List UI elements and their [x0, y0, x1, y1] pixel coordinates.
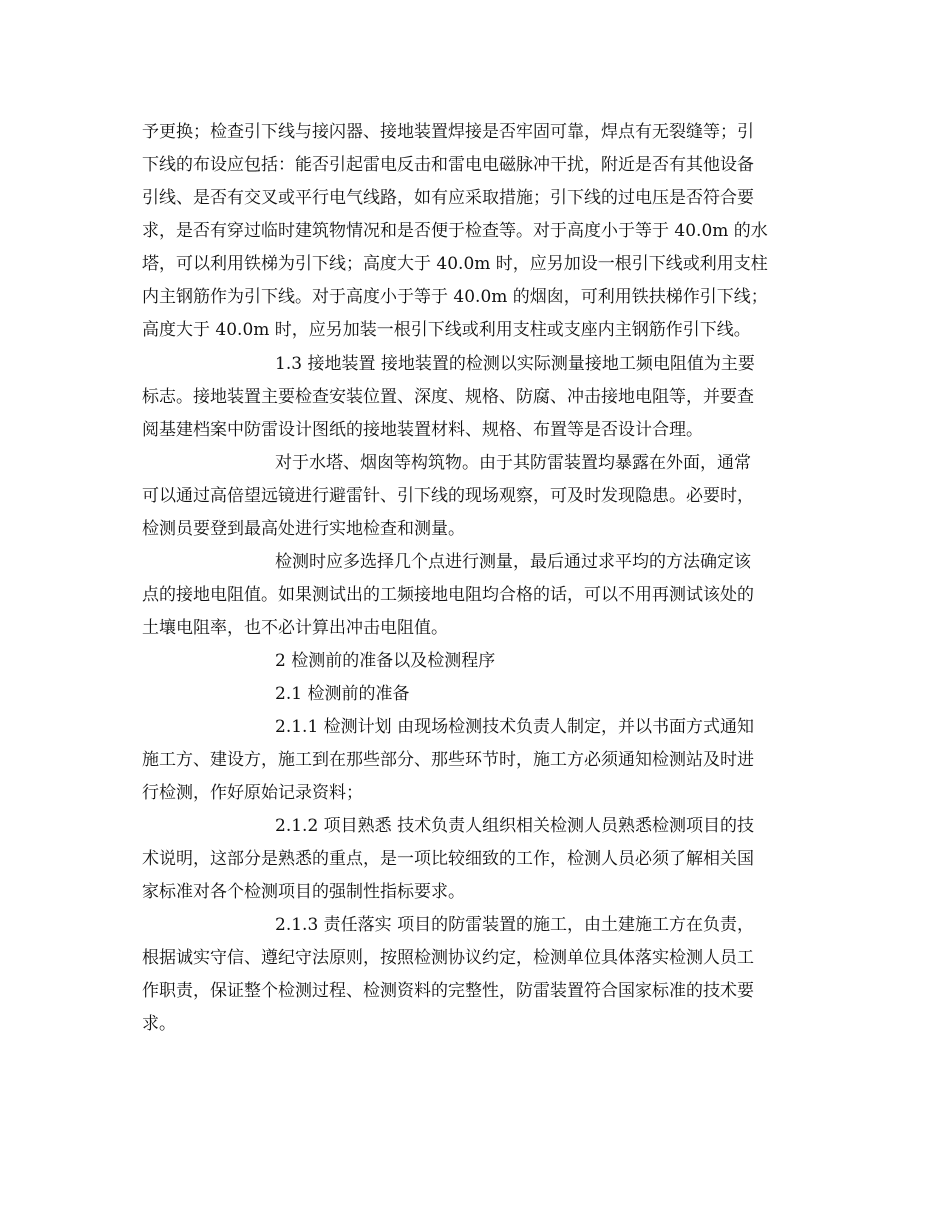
text-line: 土壤电阻率，也不必计算出冲击电阻值。	[142, 618, 448, 638]
text-line: 求。	[142, 1014, 176, 1034]
text-line: 高度大于 40.0m 时，应另加装一根引下线或利用支柱或支座内主钢筋作引下线。	[142, 320, 751, 340]
text-line: 术说明，这部分是熟悉的重点，是一项比较细致的工作，检测人员必须了解相关国	[142, 849, 754, 869]
text-line: 内主钢筋作为引下线。对于高度小于等于 40.0m 的烟囱，可利用铁扶梯作引下线；	[142, 287, 768, 307]
text-line: 阅基建档案中防雷设计图纸的接地装置材料、规格、布置等是否设计合理。	[142, 420, 703, 440]
section-heading-2-1-2: 2.1.2 项目熟悉 技术负责人组织相关检测人员熟悉检测项目的技	[275, 816, 755, 836]
paragraph-start: 检测时应多选择几个点进行测量，最后通过求平均的方法确定该	[275, 552, 751, 572]
text-line: 可以通过高倍望远镜进行避雷针、引下线的现场观察，可及时发现隐患。必要时，	[142, 486, 754, 506]
text-line: 标志。接地装置主要检查安装位置、深度、规格、防腐、冲击接地电阻等，并要查	[142, 387, 754, 407]
text-line: 检测员要登到最高处进行实地检查和测量。	[142, 519, 465, 539]
text-line: 施工方、建设方，施工到在那些部分、那些环节时，施工方必须通知检测站及时进	[142, 750, 754, 770]
text-line: 塔，可以利用铁梯为引下线；高度大于 40.0m 时，应另加设一根引下线或利用支柱	[142, 254, 768, 274]
text-line: 引线、是否有交叉或平行电气线路，如有应采取措施；引下线的过电压是否符合要	[142, 188, 754, 208]
text-line: 点的接地电阻值。如果测试出的工频接地电阻均合格的话，可以不用再测试该处的	[142, 585, 754, 605]
text-line: 作职责，保证整个检测过程、检测资料的完整性，防雷装置符合国家标准的技术要	[142, 981, 754, 1001]
text-line: 根据诚实守信、遵纪守法原则，按照检测协议约定，检测单位具体落实检测人员工	[142, 948, 754, 968]
text-line: 求，是否有穿过临时建筑物情况和是否便于检查等。对于高度小于等于 40.0m 的水	[142, 221, 768, 241]
section-heading-2-1-1: 2.1.1 检测计划 由现场检测技术负责人制定，并以书面方式通知	[275, 717, 755, 737]
text-line: 予更换；检查引下线与接闪器、接地装置焊接是否牢固可靠，焊点有无裂缝等；引	[142, 122, 754, 142]
section-heading-1-3: 1.3 接地装置 接地装置的检测以实际测量接地工频电阻值为主要	[275, 354, 755, 374]
section-heading-2: 2 检测前的准备以及检测程序	[275, 651, 496, 671]
text-line: 行检测，作好原始记录资料；	[142, 783, 363, 803]
text-line: 下线的布设应包括：能否引起雷电反击和雷电电磁脉冲干扰，附近是否有其他设备	[142, 155, 754, 175]
section-heading-2-1-3: 2.1.3 责任落实 项目的防雷装置的施工，由土建施工方在负责，	[275, 915, 755, 935]
text-line: 家标准对各个检测项目的强制性指标要求。	[142, 882, 465, 902]
section-heading-2-1: 2.1 检测前的准备	[275, 684, 410, 704]
paragraph-start: 对于水塔、烟囱等构筑物。由于其防雷装置均暴露在外面，通常	[275, 453, 751, 473]
